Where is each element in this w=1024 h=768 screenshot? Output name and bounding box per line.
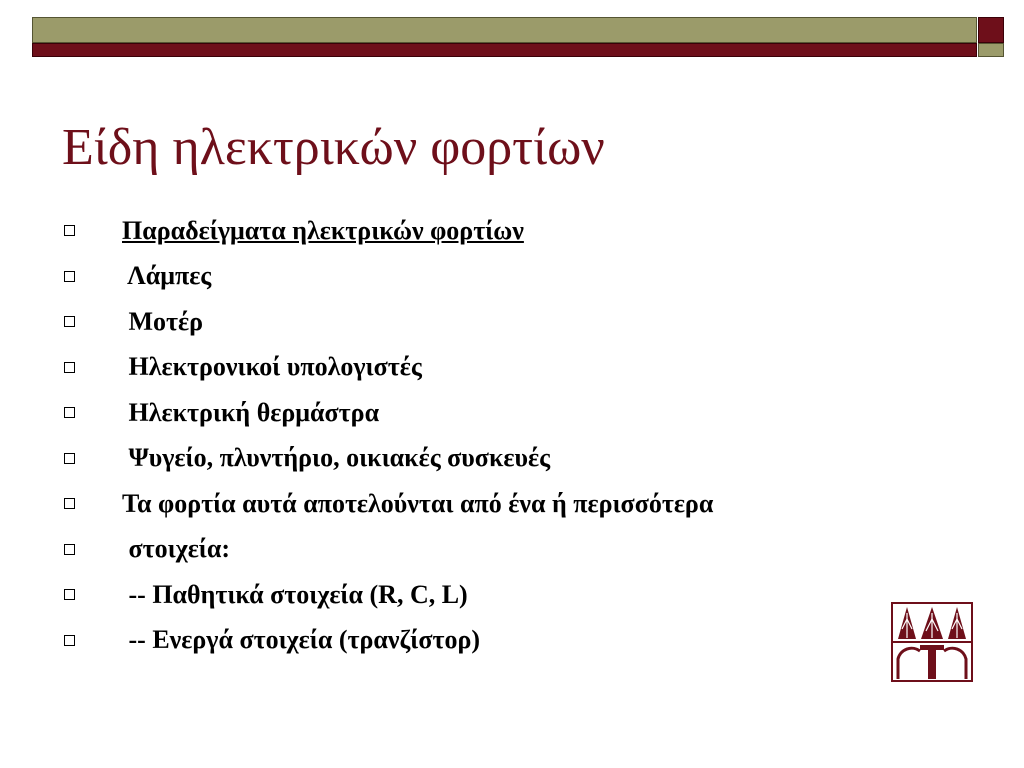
bullet-item [64, 254, 713, 300]
square-bullet-icon [64, 498, 75, 509]
square-bullet-icon [64, 544, 75, 555]
bullet-item [64, 436, 713, 482]
square-bullet-icon [64, 271, 75, 282]
header-band-red [32, 43, 977, 57]
bullet-item [64, 618, 713, 664]
bullet-item [64, 208, 713, 254]
header-corner-olive [978, 43, 1004, 57]
header-band-olive [32, 17, 977, 43]
bullet-text: -- Παθητικά στοιχεία (R, C, L) [122, 579, 468, 609]
bullet-text: Λάμπες [122, 261, 212, 291]
square-bullet-icon [64, 635, 75, 646]
square-bullet-icon [64, 316, 75, 327]
square-bullet-icon [64, 225, 75, 236]
square-bullet-icon [64, 589, 75, 600]
bullet-item [64, 527, 713, 573]
header-corner-red [978, 17, 1004, 43]
bullet-text: Ηλεκτρική θερμάστρα [122, 397, 380, 427]
square-bullet-icon [64, 407, 75, 418]
square-bullet-icon [64, 453, 75, 464]
university-tree-logo-icon [890, 601, 974, 683]
bullet-text: στοιχεία: [122, 534, 231, 564]
bullet-item [64, 345, 713, 391]
bullet-text: Ηλεκτρονικοί υπολογιστές [122, 352, 422, 382]
bullet-text: Μοτέρ [122, 306, 204, 336]
bullet-item [64, 572, 713, 618]
square-bullet-icon [64, 362, 75, 373]
bullet-item [64, 390, 713, 436]
bullet-item [64, 299, 713, 345]
slide-title: Είδη ηλεκτρικών φορτίων [62, 119, 605, 176]
bullet-item [64, 481, 713, 527]
bullet-text: Παραδείγματα ηλεκτρικών φορτίων [122, 215, 524, 245]
bullet-text: Ψυγείο, πλυντήριο, οικιακές συσκευές [122, 443, 551, 473]
bullet-text: Τα φορτία αυτά αποτελούνται από ένα ή περισσότερα [122, 488, 714, 518]
bullet-list [64, 208, 713, 663]
bullet-text: -- Ενεργά στοιχεία (τρανζίστορ) [122, 625, 481, 655]
